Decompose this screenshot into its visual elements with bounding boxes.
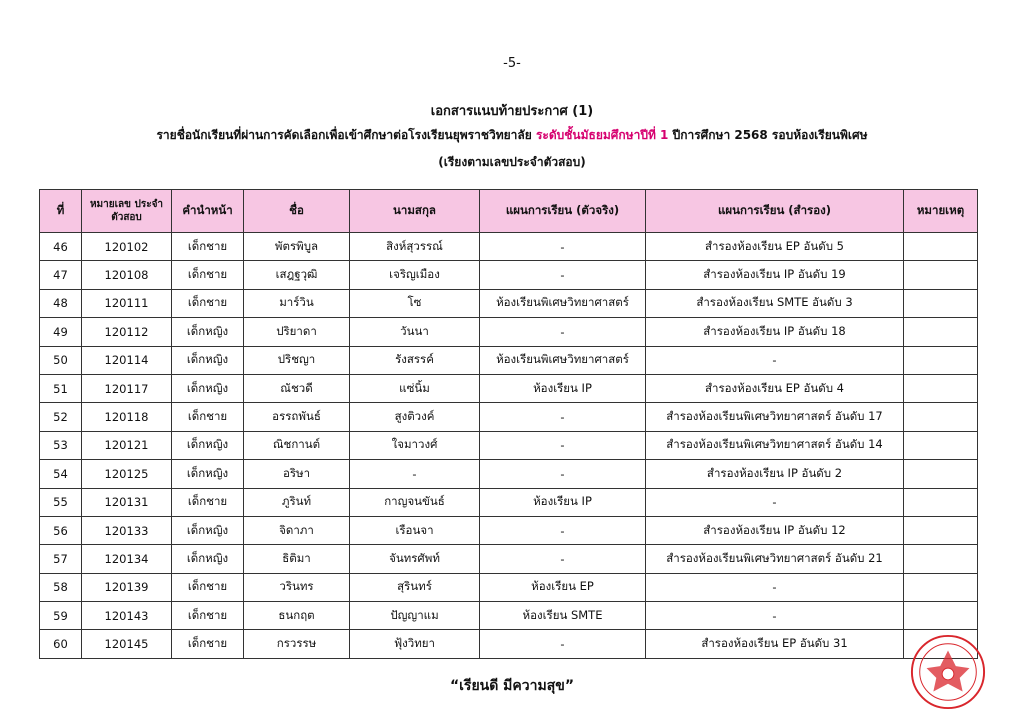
cell-last-name: สิงห์สุวรรณ์ bbox=[350, 233, 480, 261]
cell-plan-reserve: สำรองห้องเรียน IP อันดับ 12 bbox=[646, 516, 904, 544]
cell-remark bbox=[904, 460, 978, 488]
cell-first-name: เสฎฐวุฒิ bbox=[244, 261, 350, 289]
cell-plan-reserve: - bbox=[646, 573, 904, 601]
table-row bbox=[40, 431, 978, 459]
col-header-plan-reserve: แผนการเรียน (สำรอง) bbox=[646, 190, 904, 233]
cell-plan-main: - bbox=[480, 460, 646, 488]
cell-prefix: เด็กชาย bbox=[172, 630, 244, 658]
col-header-plan-main: แผนการเรียน (ตัวจริง) bbox=[480, 190, 646, 233]
cell-no: 50 bbox=[40, 346, 82, 374]
cell-remark bbox=[904, 431, 978, 459]
cell-last-name: โซ bbox=[350, 289, 480, 317]
cell-first-name: ธนกฤต bbox=[244, 602, 350, 630]
cell-first-name: อริษา bbox=[244, 460, 350, 488]
cell-remark bbox=[904, 573, 978, 601]
cell-last-name: วันนา bbox=[350, 318, 480, 346]
cell-plan-reserve: สำรองห้องเรียนพิเศษวิทยาศาสตร์ อันดับ 14 bbox=[646, 431, 904, 459]
cell-plan-reserve: - bbox=[646, 346, 904, 374]
cell-plan-main: ห้องเรียน EP bbox=[480, 573, 646, 601]
document-title: เอกสารแนบท้ายประกาศ (1) bbox=[430, 104, 594, 119]
page-number: -5- bbox=[503, 56, 521, 71]
cell-remark bbox=[904, 346, 978, 374]
cell-exam-id: 120102 bbox=[82, 233, 172, 261]
table-row bbox=[40, 488, 978, 516]
cell-plan-reserve: สำรองห้องเรียน IP อันดับ 2 bbox=[646, 460, 904, 488]
cell-prefix: เด็กชาย bbox=[172, 289, 244, 317]
cell-exam-id: 120143 bbox=[82, 602, 172, 630]
cell-exam-id: 120134 bbox=[82, 545, 172, 573]
subtitle-highlight: ระดับชั้นมัธยมศึกษาปีที่ 1 bbox=[535, 128, 669, 142]
col-header-first-name: ชื่อ bbox=[244, 190, 350, 233]
cell-first-name: วรินทร bbox=[244, 573, 350, 601]
table-row bbox=[40, 573, 978, 601]
cell-last-name: ใจมาวงศ์ bbox=[350, 431, 480, 459]
cell-prefix: เด็กหญิง bbox=[172, 431, 244, 459]
cell-last-name: กาญจนขันธ์ bbox=[350, 488, 480, 516]
cell-plan-reserve: สำรองห้องเรียน IP อันดับ 19 bbox=[646, 261, 904, 289]
cell-plan-main: - bbox=[480, 318, 646, 346]
cell-prefix: เด็กชาย bbox=[172, 261, 244, 289]
col-header-prefix: คำนำหน้า bbox=[172, 190, 244, 233]
cell-exam-id: 120121 bbox=[82, 431, 172, 459]
cell-plan-reserve: สำรองห้องเรียน SMTE อันดับ 3 bbox=[646, 289, 904, 317]
cell-plan-main: ห้องเรียน IP bbox=[480, 488, 646, 516]
document-subtitle bbox=[0, 126, 1024, 145]
cell-remark bbox=[904, 318, 978, 346]
cell-remark bbox=[904, 403, 978, 431]
cell-no: 47 bbox=[40, 261, 82, 289]
cell-plan-main: - bbox=[480, 545, 646, 573]
cell-prefix: เด็กชาย bbox=[172, 488, 244, 516]
cell-prefix: เด็กชาย bbox=[172, 403, 244, 431]
cell-last-name: เรือนจา bbox=[350, 516, 480, 544]
table-header-row bbox=[40, 190, 978, 233]
table-row bbox=[40, 289, 978, 317]
cell-prefix: เด็กหญิง bbox=[172, 516, 244, 544]
cell-no: 53 bbox=[40, 431, 82, 459]
cell-plan-main: - bbox=[480, 403, 646, 431]
cell-first-name: ธิติมา bbox=[244, 545, 350, 573]
cell-remark bbox=[904, 289, 978, 317]
cell-plan-reserve: สำรองห้องเรียนพิเศษวิทยาศาสตร์ อันดับ 21 bbox=[646, 545, 904, 573]
cell-exam-id: 120114 bbox=[82, 346, 172, 374]
col-header-last-name: นามสกุล bbox=[350, 190, 480, 233]
cell-plan-main: - bbox=[480, 431, 646, 459]
cell-prefix: เด็กชาย bbox=[172, 233, 244, 261]
sort-note: (เรียงตามเลขประจำตัวสอบ) bbox=[438, 155, 586, 169]
table-body bbox=[40, 233, 978, 659]
cell-exam-id: 120111 bbox=[82, 289, 172, 317]
table-row bbox=[40, 346, 978, 374]
cell-last-name: สุรินทร์ bbox=[350, 573, 480, 601]
table-row bbox=[40, 602, 978, 630]
table-row bbox=[40, 403, 978, 431]
cell-plan-main: - bbox=[480, 630, 646, 658]
cell-last-name: เจริญเมือง bbox=[350, 261, 480, 289]
cell-no: 52 bbox=[40, 403, 82, 431]
cell-first-name: ณัชวดี bbox=[244, 374, 350, 402]
cell-plan-main: ห้องเรียน SMTE bbox=[480, 602, 646, 630]
subtitle-prefix: รายชื่อนักเรียนที่ผ่านการคัดเลือกเพื่อเข้าศึกษาต่อโรงเรียนยุพราชวิทยาลัย bbox=[156, 128, 532, 142]
cell-first-name: มาร์วิน bbox=[244, 289, 350, 317]
table-row bbox=[40, 261, 978, 289]
cell-first-name: จิดาภา bbox=[244, 516, 350, 544]
cell-plan-main: ห้องเรียนพิเศษวิทยาศาสตร์ bbox=[480, 289, 646, 317]
cell-remark bbox=[904, 545, 978, 573]
cell-plan-main: - bbox=[480, 516, 646, 544]
cell-remark bbox=[904, 374, 978, 402]
cell-no: 49 bbox=[40, 318, 82, 346]
cell-prefix: เด็กหญิง bbox=[172, 374, 244, 402]
cell-last-name: ฟุ้งวิทยา bbox=[350, 630, 480, 658]
cell-remark bbox=[904, 233, 978, 261]
cell-plan-reserve: สำรองห้องเรียน EP อันดับ 5 bbox=[646, 233, 904, 261]
cell-exam-id: 120131 bbox=[82, 488, 172, 516]
cell-last-name: ปัญญาแม bbox=[350, 602, 480, 630]
cell-prefix: เด็กหญิง bbox=[172, 460, 244, 488]
cell-exam-id: 120118 bbox=[82, 403, 172, 431]
col-header-remark: หมายเหตุ bbox=[904, 190, 978, 233]
cell-no: 57 bbox=[40, 545, 82, 573]
cell-plan-main: ห้องเรียน IP bbox=[480, 374, 646, 402]
cell-no: 48 bbox=[40, 289, 82, 317]
footer-motto: “เรียนดี มีความสุข” bbox=[449, 678, 575, 694]
school-seal-icon bbox=[909, 633, 987, 711]
cell-exam-id: 120145 bbox=[82, 630, 172, 658]
cell-no: 59 bbox=[40, 602, 82, 630]
table-row bbox=[40, 374, 978, 402]
cell-plan-reserve: - bbox=[646, 488, 904, 516]
cell-remark bbox=[904, 488, 978, 516]
cell-plan-main: - bbox=[480, 233, 646, 261]
cell-first-name: ปริชญา bbox=[244, 346, 350, 374]
cell-exam-id: 120125 bbox=[82, 460, 172, 488]
table-row bbox=[40, 516, 978, 544]
cell-exam-id: 120108 bbox=[82, 261, 172, 289]
cell-no: 56 bbox=[40, 516, 82, 544]
cell-exam-id: 120117 bbox=[82, 374, 172, 402]
cell-last-name: รังสรรค์ bbox=[350, 346, 480, 374]
cell-no: 55 bbox=[40, 488, 82, 516]
cell-exam-id: 120139 bbox=[82, 573, 172, 601]
cell-first-name: ณิชกานต์ bbox=[244, 431, 350, 459]
student-table bbox=[39, 189, 978, 659]
cell-first-name: ภูรินท์ bbox=[244, 488, 350, 516]
cell-first-name: กรวรรษ bbox=[244, 630, 350, 658]
cell-no: 54 bbox=[40, 460, 82, 488]
cell-plan-reserve: สำรองห้องเรียน IP อันดับ 18 bbox=[646, 318, 904, 346]
table-row bbox=[40, 630, 978, 658]
cell-plan-reserve: - bbox=[646, 602, 904, 630]
cell-exam-id: 120133 bbox=[82, 516, 172, 544]
cell-prefix: เด็กหญิง bbox=[172, 346, 244, 374]
cell-no: 58 bbox=[40, 573, 82, 601]
cell-prefix: เด็กชาย bbox=[172, 602, 244, 630]
cell-plan-reserve: สำรองห้องเรียน EP อันดับ 4 bbox=[646, 374, 904, 402]
cell-first-name: อรรถพันธ์ bbox=[244, 403, 350, 431]
table-row bbox=[40, 233, 978, 261]
cell-plan-reserve: สำรองห้องเรียนพิเศษวิทยาศาสตร์ อันดับ 17 bbox=[646, 403, 904, 431]
cell-no: 51 bbox=[40, 374, 82, 402]
cell-prefix: เด็กหญิง bbox=[172, 545, 244, 573]
cell-last-name: สูงติวงค์ bbox=[350, 403, 480, 431]
cell-first-name: ปริยาดา bbox=[244, 318, 350, 346]
col-header-no: ที่ bbox=[40, 190, 82, 233]
table-row bbox=[40, 460, 978, 488]
cell-last-name: - bbox=[350, 460, 480, 488]
cell-plan-reserve: สำรองห้องเรียน EP อันดับ 31 bbox=[646, 630, 904, 658]
cell-last-name: แซ่นิ้ม bbox=[350, 374, 480, 402]
cell-remark bbox=[904, 516, 978, 544]
subtitle-suffix: ปีการศึกษา 2568 รอบห้องเรียนพิเศษ bbox=[672, 128, 868, 142]
cell-remark bbox=[904, 602, 978, 630]
cell-exam-id: 120112 bbox=[82, 318, 172, 346]
cell-last-name: จันทรศัพท์ bbox=[350, 545, 480, 573]
cell-prefix: เด็กชาย bbox=[172, 573, 244, 601]
cell-no: 60 bbox=[40, 630, 82, 658]
table-row bbox=[40, 318, 978, 346]
cell-prefix: เด็กหญิง bbox=[172, 318, 244, 346]
cell-first-name: พัตรพิบูล bbox=[244, 233, 350, 261]
cell-no: 46 bbox=[40, 233, 82, 261]
table-row bbox=[40, 545, 978, 573]
cell-plan-main: ห้องเรียนพิเศษวิทยาศาสตร์ bbox=[480, 346, 646, 374]
cell-plan-main: - bbox=[480, 261, 646, 289]
col-header-exam-id: หมายเลข ประจำตัวสอบ bbox=[82, 190, 172, 233]
cell-remark bbox=[904, 261, 978, 289]
